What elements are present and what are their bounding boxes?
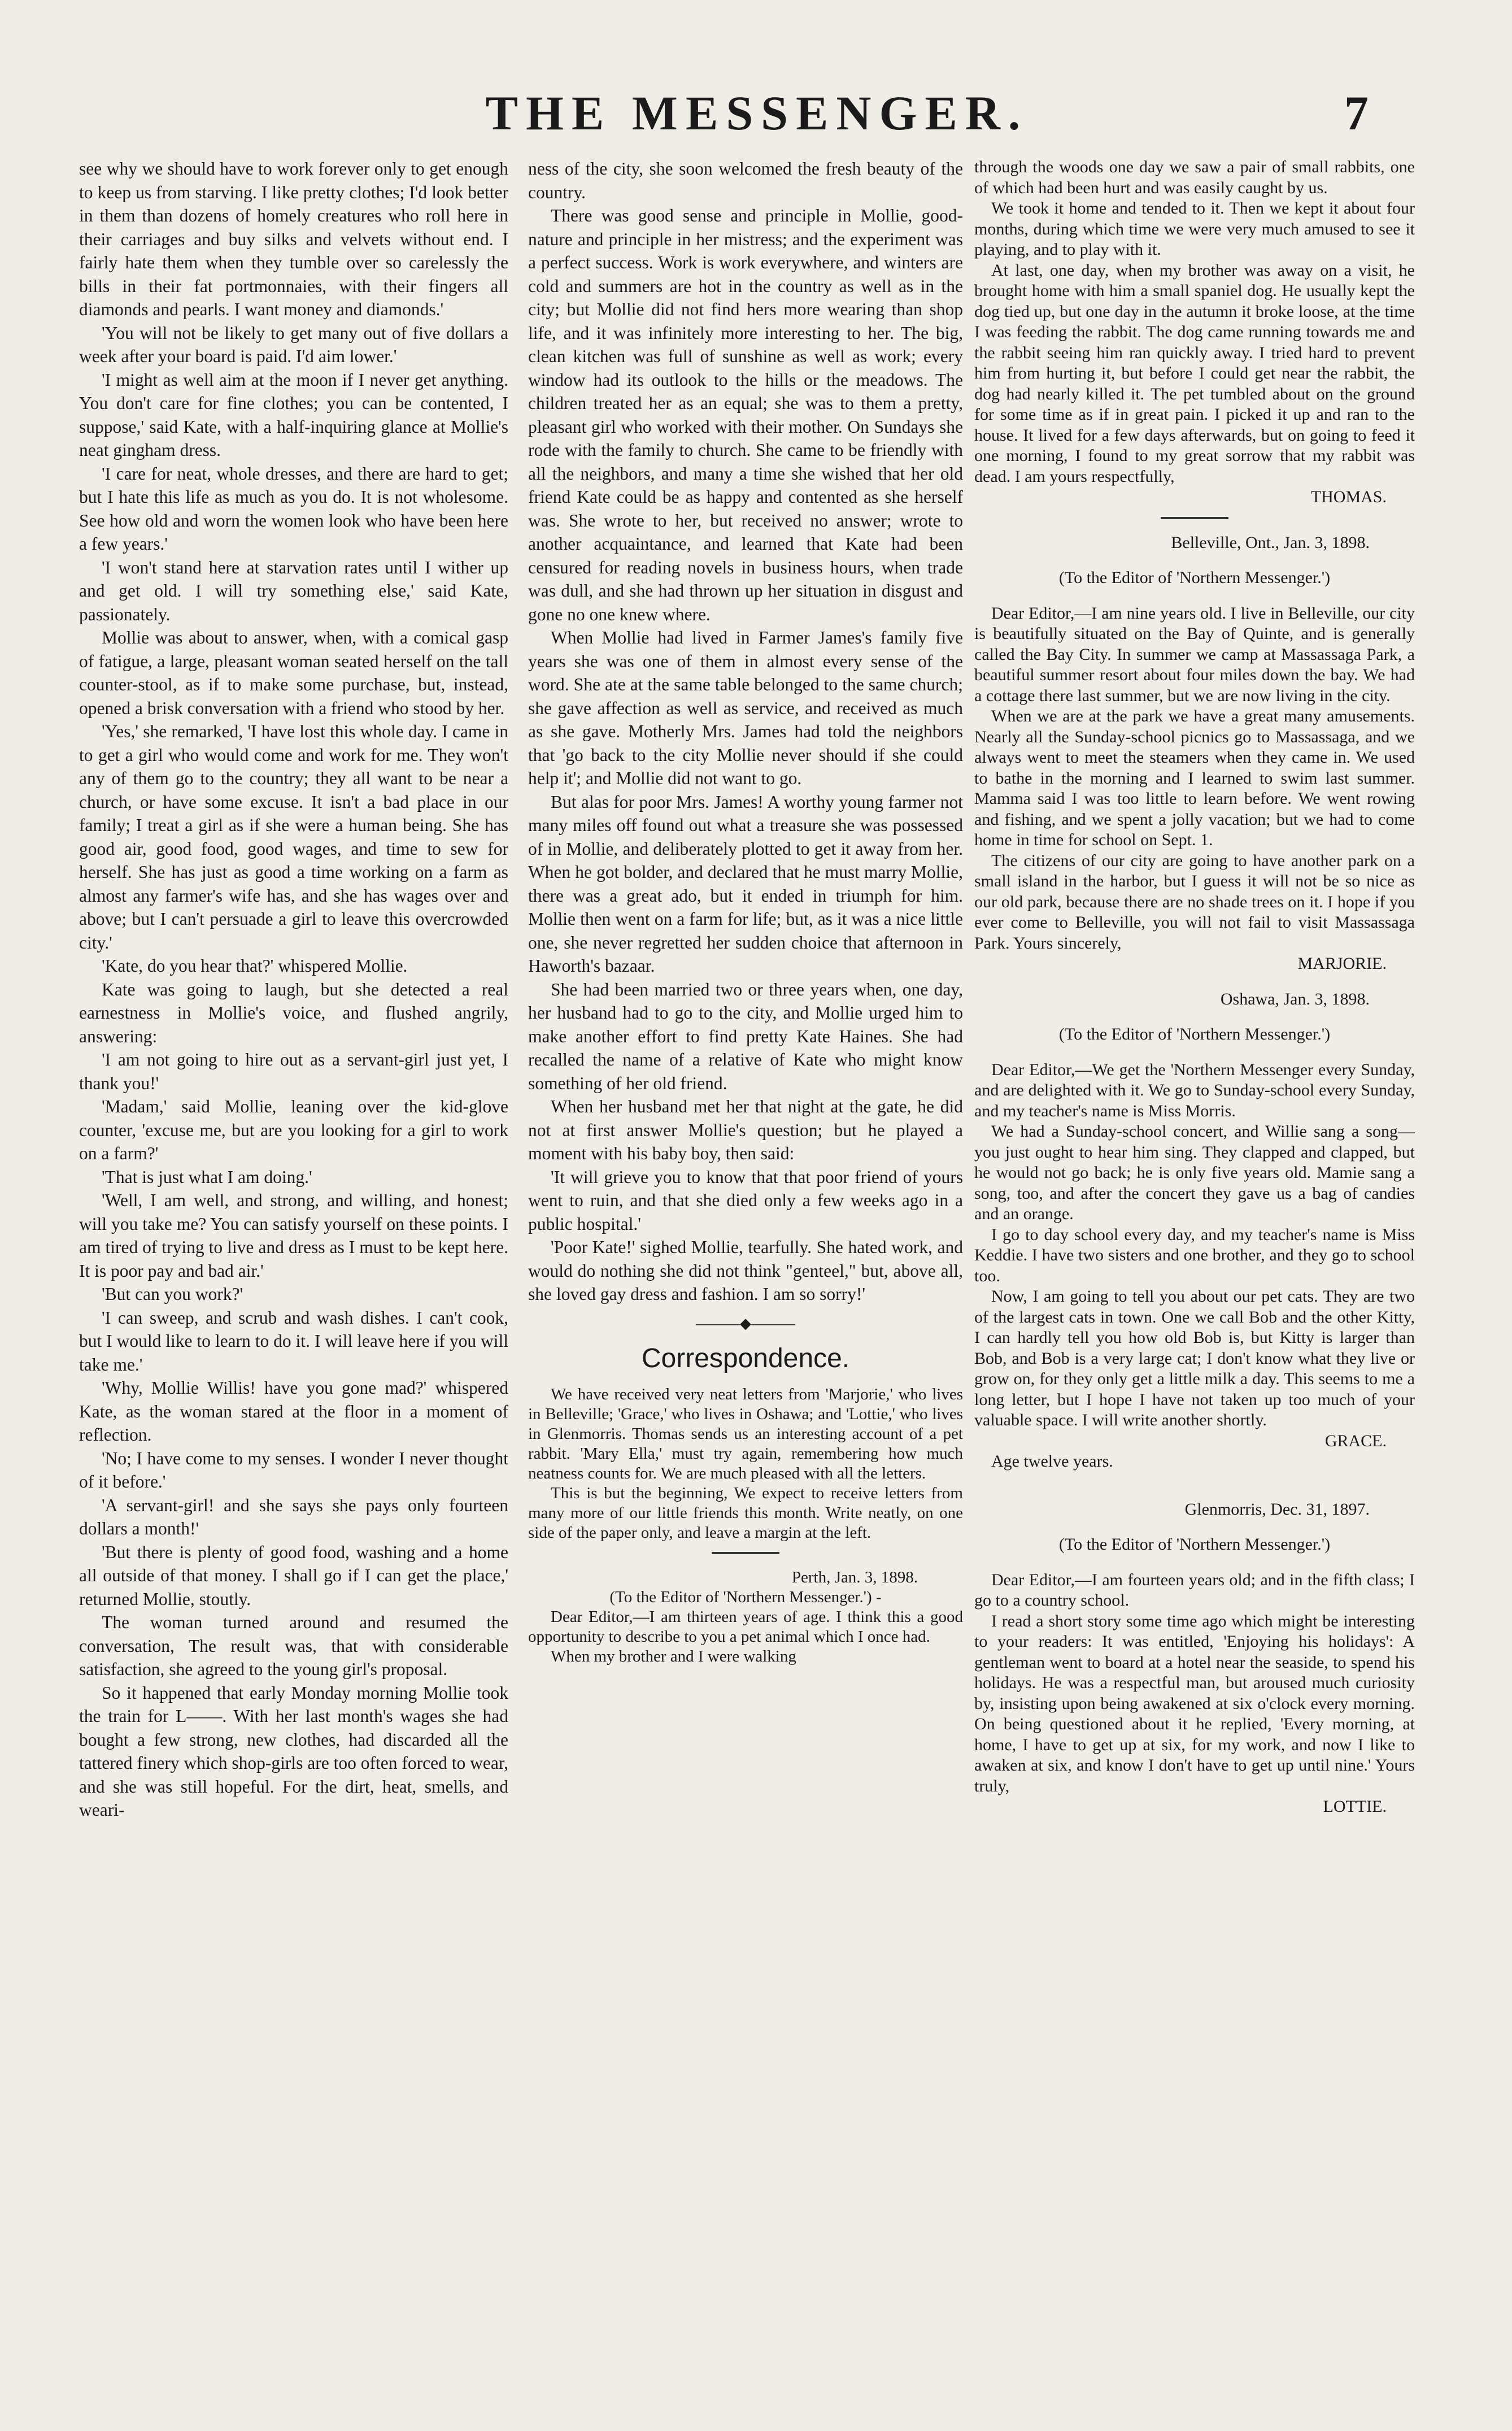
intro-paragraph: This is but the beginning, We expect to receive letters from many more of our little friends this month. Write neatly, on one side of the paper only, and leave a margin at the left. [528, 1484, 963, 1542]
story-paragraph: 'That is just what I am doing.' [102, 1167, 312, 1187]
story-paragraph: 'I might as well aim at the moon if I never get anything. You don't care for fine clothes; you can be contented, I suppose,' said Kate, with a half-inquiring glance at Mollie's neat gingham dress. [79, 369, 508, 460]
page-number: 7 [1344, 86, 1369, 140]
correspondence-heading: Correspondence. [641, 1343, 850, 1373]
letter-paragraph: When my brother and I were walking [551, 1647, 796, 1665]
letter-paragraph: through the woods one day we saw a pair of small rabbits, one of which had been hurt and was easily caught by us. [974, 158, 1415, 197]
story-paragraph: 'But there is plenty of good food, washing and a home all outside of that money. I shall go if I can get the place,' returned Mollie, stoutly. [79, 1542, 508, 1609]
story-paragraph: Kate was going to laugh, but she detected a real earnestness in Mollie's voice, and flushed angrily, answering: [79, 979, 508, 1046]
story-paragraph: She had been married two or three years when, one day, her husband had to go to the city, and Mollie urged him to make another effort to find pretty Kate Haines. She had recalled the name of a relative of Kate who might know something of her old friend. [528, 979, 963, 1093]
letter-paragraph: We had a Sunday-school concert, and Willie sang a song—you just ought to hear him sing. They clapped and clapped, but he would not go back; he is only five years old. Mamie sang a song, too, and after the concert they gave us a bag of candies and an orange. [974, 1122, 1415, 1223]
letter-paragraph: Now, I am going to tell you about our pet cats. They are two of the largest cats in town. One we call Bob and the other Kitty, I can hardly tell you how old Bob is, but Kitty is larger than Bob, and Bob is a very large cat; I don't know what they live or grow on, for they only get a little milk a day. This seems to me a long letter, but I hope I have not taken up too much of your valuable space. I will write another shortly. [974, 1287, 1415, 1429]
letter-paragraph: When we are at the park we have a great many amusements. Nearly all the Sunday-school picnics go to Massassaga, and we always went to meet the steamers when they came in. We used to bathe in the morning and I learned to swim last summer. Mamma said I was too little to learn before. We went rowing and fishing, and we spent a jolly vacation; but we had to come home in time for school on Sept. 1. [974, 707, 1415, 849]
story-paragraph: 'Yes,' she remarked, 'I have lost this whole day. I came in to get a girl who would come and work for me. They won't any of them go to the country; they all want to be near a church, or have some excuse. It isn't a bad place in our family; I treat a girl as if she were a human being. She has good air, good food, good wages, and time to sew for herself. She has just as good a time working on a farm as almost any farmer's wife has, and she has wages over and above; but I can't persuade a girl to leave this overcrowded city.' [79, 721, 508, 953]
story-paragraph: 'Kate, do you hear that?' whispered Mollie. [102, 956, 408, 976]
story-paragraph: see why we should have to work forever only to get enough to keep us from starving. I like pretty clothes; I'd look better in them than dozens of homely creatures who roll here in their carriages and buy silks and velvets without end. I fairly hate them when they tumble over so carelessly the bills in their fat portmonnaies, with their fingers all diamonds and pearls. I want money and diamonds.' [79, 159, 508, 319]
letter-paragraph: The citizens of our city are going to have another park on a small island in the harbor, but I guess it will not be so nice as our old park, because there are no shade trees on it. I hope if you ever come to Belleville, you will not fail to visit Massassaga Park. Yours sincerely, [974, 851, 1415, 953]
letter-paragraph: At last, one day, when my brother was away on a visit, he brought home with him a small spaniel dog. He usually kept the dog tied up, but one day in the autumn it broke loose, at the time I was feeding the rabbit. The dog came running towards me and the rabbit seeing him ran quickly away. I tried hard to prevent him from hurting it, but before I could get near the rabbit, the dog had nearly killed it. The pet tumbled about on the ground for some time as if in great pain. I picked it up and ran to the house. It lived for a few days afterwards, but on going to feed it one morning, I found to my great sorrow that my rabbit was dead. I am yours respectfully, [974, 260, 1415, 486]
story-paragraph: When Mollie had lived in Farmer James's family five years she was one of them in almost every sense of the word. She ate at the same table belonged to the same church; she gave affection as well as service, and received as much as she gave. Motherly Mrs. James had told the neighbors that 'go back to the city Mollie never should if she could help it'; and Mollie did not want to go. [528, 628, 963, 788]
story-paragraph: 'Why, Mollie Willis! have you gone mad?' whispered Kate, as the woman stared at the floor in a moment of reflection. [79, 1378, 508, 1445]
story-paragraph: 'I won't stand here at starvation rates until I wither up and get old. I will try something else,' said Kate, passionately. [79, 557, 508, 624]
newspaper-title: THE MESSENGER. [485, 86, 1029, 140]
story-paragraph: 'I can sweep, and scrub and wash dishes. I can't cook, but I would like to learn to do it. I will leave here if you will take me.' [79, 1307, 508, 1375]
letter-signature: THOMAS. [1310, 488, 1387, 506]
story-paragraph: 'Poor Kate!' sighed Mollie, tearfully. She hated work, and would do nothing she did not think "genteel," but, above all, she loved gay dress and fashion. I am so sorry!' [528, 1237, 963, 1304]
story-paragraph: So it happened that early Monday morning Mollie took the train for L——. With her last month's wages she had bought a few strong, new clothes, had discarded all the tattered finery which shop-girls are too often forced to wear, and she was still hopeful. For the dirt, heat, smells, and weari- [79, 1682, 508, 1820]
letter-paragraph: Dear Editor,—I am thirteen years of age. I think this a good opportunity to describe to you a pet animal which I once had. [528, 1608, 963, 1646]
intro-paragraph: We have received very neat letters from 'Marjorie,' who lives in Belleville; 'Grace,' who lives in Oshawa; and 'Lottie,' who lives in Glenmorris. Thomas sends us an interesting account of a pet rabbit. 'Mary Ella,' must try again, remembering how much neatness counts for. We are much pleased with all the letters. [528, 1385, 963, 1482]
story-paragraph: 'You will not be likely to get many out of five dollars a week after your board is paid. I'd aim lower.' [79, 323, 508, 366]
story-paragraph: There was good sense and principle in Mollie, good-nature and principle in her mistress; and the experiment was a perfect success. Work is work everywhere, and winters are cold and summers are hot in the country as well as in the city; but Mollie did not find hers more wearing than shop life, and it was infinitely more interesting to her. The big, clean kitchen was full of sunshine as well as work; every window had its outlook to the hills or the meadows. The children treated her as an equal; she was to them a pretty, pleasant girl who worked with their mother. On Sundays she rode with the family to church. She came to be friendly with all the neighbors, and many a time she wished that her old friend Kate could be as happy and contented as she herself was. She wrote to her, but received no answer; wrote to another acquaintance, and learned that Kate had been censured for reading novels in business hours, when trade was dull, and she had thrown up her situation in disgust and gone no one knew where. [528, 206, 963, 624]
letter-signature: GRACE. [1324, 1431, 1387, 1450]
story-paragraph: 'Madam,' said Mollie, leaning over the kid-glove counter, 'excuse me, but are you looking for a girl to work on a farm?' [79, 1097, 508, 1163]
letter-postscript: Age twelve years. [991, 1452, 1113, 1471]
masthead [0, 85, 1512, 153]
column-2 [528, 157, 963, 1667]
story-paragraph: 'Well, I am well, and strong, and willing, and honest; will you take me? You can satisfy yourself on these points. I am tired of trying to live and dress as I must to be kept here. It is poor pay and bad air.' [79, 1190, 508, 1281]
story-paragraph: The woman turned around and resumed the conversation, The result was, that with considerable satisfaction, she agreed to the young girl's proposal. [79, 1612, 508, 1679]
letter-paragraph: I go to day school every day, and my teacher's name is Miss Keddie. I have two sisters and one brother, and they go to school too. [974, 1225, 1415, 1285]
section-divider: ———◆——— [696, 1315, 795, 1332]
correspondence-intro [528, 1385, 963, 1667]
story-paragraph: ness of the city, she soon welcomed the fresh beauty of the country. [528, 159, 963, 202]
story-paragraph: But alas for poor Mrs. James! A worthy young farmer not many miles off found out what a treasure she was possessed of in Mollie, and deliberately plotted to get it away from her. When he got bolder, and declared that he must marry Mollie, there was a great ado, but it ended in triumph for him. Mollie then went on a farm for life; but, as it was a nice little one, she never regretted her sudden choice that afternoon in Haworth's bazaar. [528, 792, 963, 976]
letter-paragraph: Dear Editor,—I am nine years old. I live in Belleville, our city is beautifully situated on the Bay of Quinte, and is generally called the Bay City. In summer we camp at Massassaga Park, a beautiful summer resort about four miles down the bay. We had a cottage there last summer, but we are now living in the city. [974, 603, 1415, 705]
divider-rule [712, 1552, 779, 1554]
letter-paragraph: We took it home and tended to it. Then we kept it about four months, during which time we were very much amused to see it playing, and to play with it. [974, 199, 1415, 259]
letter-signature: LOTTIE. [1323, 1797, 1387, 1816]
letter-address: (To the Editor of 'Northern Messenger.') - [609, 1588, 882, 1606]
letter-dateline: Belleville, Ont., Jan. 3, 1898. [1171, 533, 1370, 552]
story-paragraph: 'No; I have come to my senses. I wonder I never thought of it before.' [79, 1448, 508, 1491]
letter-address: (To the Editor of 'Northern Messenger.') [1058, 568, 1331, 587]
story-paragraph: 'I care for neat, whole dresses, and there are hard to get; but I hate this life as much as you do. It is not wholesome. See how old and worn the women look who have been here a few years.' [79, 463, 508, 554]
letter-dateline: Perth, Jan. 3, 1898. [791, 1568, 918, 1586]
column-3 [974, 157, 1415, 1817]
story-paragraph: Mollie was about to answer, when, with a comical gasp of fatigue, a large, pleasant woman seated herself on the tall counter-stool, as if to make some purchase, but, instead, opened a brisk conversation with a friend who stood by her. [79, 628, 508, 718]
letter-address: (To the Editor of 'Northern Messenger.') [1058, 1535, 1331, 1554]
letter-paragraph: Dear Editor,—We get the 'Northern Messenger every Sunday, and are delighted with it. We go to Sunday-school every Sunday, and my teacher's name is Miss Morris. [974, 1060, 1415, 1120]
divider-rule [1161, 517, 1228, 519]
letter-dateline: Oshawa, Jan. 3, 1898. [1220, 989, 1370, 1008]
letter-paragraph: Dear Editor,—I am fourteen years old; and in the fifth class; I go to a country school. [974, 1570, 1415, 1610]
story-paragraph: 'I am not going to hire out as a servant-girl just yet, I thank you!' [79, 1050, 508, 1093]
letter-address: (To the Editor of 'Northern Messenger.') [1058, 1025, 1331, 1043]
column-1 [79, 157, 508, 1822]
story-paragraph: 'But can you work?' [102, 1284, 243, 1304]
letter-dateline: Glenmorris, Dec. 31, 1897. [1184, 1499, 1370, 1519]
letter-signature: MARJORIE. [1297, 954, 1387, 973]
story-paragraph: 'It will grieve you to know that that poor friend of yours went to ruin, and that she died only a few weeks ago in a public hospital.' [528, 1167, 963, 1234]
letter-paragraph: I read a short story some time ago which might be interesting to your readers: It was entitled, 'Enjoying his holidays': A gentleman went to board at a hotel near the seaside, to spend his holidays. He was a respectful man, but aroused much curiosity by, insisting upon being awakened at six o'clock every morning. On being questioned about it he replied, 'Every morning, at home, I have to get up at six, for my work, and now I like to awaken at six, and know I don't have to get up until nine.' Yours truly, [974, 1611, 1415, 1795]
story-paragraph: 'A servant-girl! and she says she pays only fourteen dollars a month!' [79, 1495, 508, 1538]
story-paragraph: When her husband met her that night at the gate, he did not at first answer Mollie's question; but he played a moment with his baby boy, then said: [528, 1097, 963, 1163]
